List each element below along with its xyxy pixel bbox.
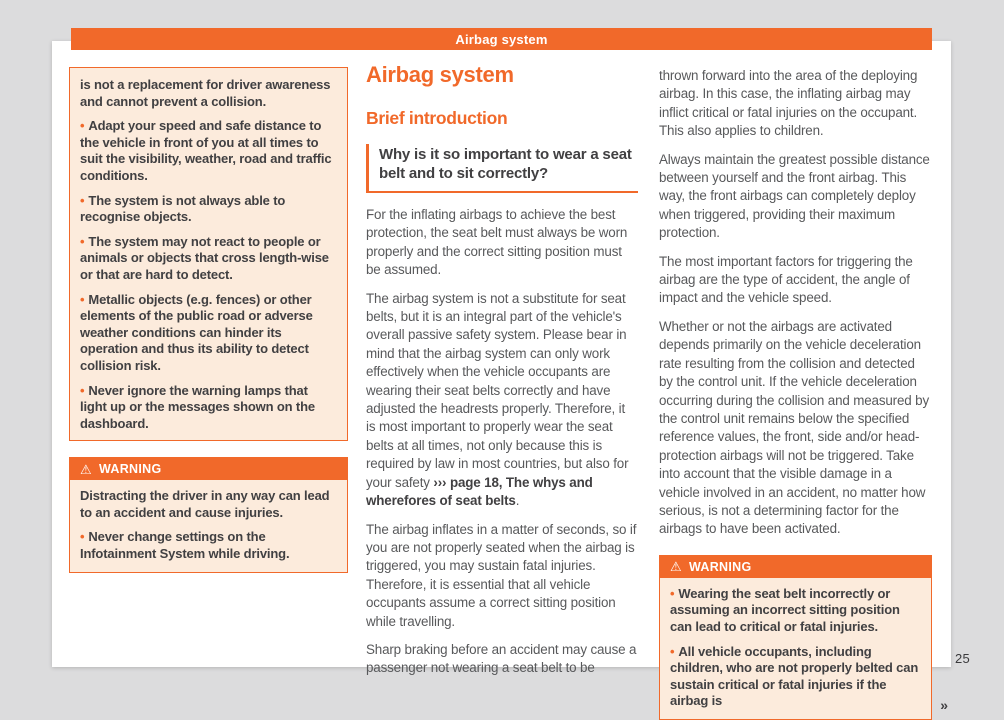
body-paragraph: thrown forward into the area of the deploying airbag. In this case, the inflating airbag may inflict critical or fatal injuries on the occupant. This also applies to children.	[659, 68, 918, 139]
body-paragraph: For the inflating airbags to achieve the best protection, the seat belt must always be worn properly and the correct sitting position must be assumed.	[366, 207, 628, 278]
body-paragraph: Whether or not the airbags are activated depends primarily on the vehicle deceleration rate resulting from the collision and detected by the control unit. If the vehicle deceleration occurring during the collision and measured by the control unit remains below the specified reference values, the front, side and/or head-protection airbags will not be triggered. Take into account that the visible damage in a vehicle involved in an accident, no matter how serious, is not a determining factor for the airbags to have been activated.	[659, 318, 929, 537]
info-box	[69, 67, 348, 441]
article-title: Airbag system	[366, 62, 514, 87]
page-header-title: Airbag system	[455, 31, 548, 47]
subsection-heading: Why is it so important to wear a seat belt and to sit correctly?	[366, 144, 638, 193]
info-box-intro: is not a replacement for driver awareness and cannot prevent a collision.	[80, 77, 331, 109]
bullet-icon: •	[80, 192, 85, 208]
bullet-icon: •	[80, 291, 85, 307]
warning-body	[70, 480, 347, 571]
info-box-bullet: • Never ignore the warning lamps that light up or the messages shown on the dashboard.	[80, 382, 315, 431]
manual-page	[52, 31, 951, 713]
bullet-icon: •	[80, 233, 85, 249]
warning-title: WARNING	[688, 559, 752, 574]
info-box-bullet: • The system is not always able to recognise objects.	[80, 192, 286, 225]
column-right	[659, 67, 948, 720]
warning-lead: Distracting the driver in any way can lead to an accident and cause injuries.	[80, 488, 330, 520]
body-paragraph: Sharp braking before an accident may cause a passenger not wearing a seat belt to be	[366, 641, 637, 676]
info-box-bullet: • The system may not react to people or animals or objects that cross length-wise or that are hard to detect.	[80, 233, 329, 282]
warning-bullet: • Never change settings on the Infotainment System while driving.	[80, 529, 290, 562]
body-paragraph: The airbag system is not a substitute for seat belts, but it is an integral part of the vehicle's overall passive safety system. Please bear in mind that the airbag system can only work effectively when the vehicle occupants are wearing their seat belts correctly and have adjusted the headrests properly. Therefore, it is most important to properly wear the seat belts at all times, not only because this is required by law in most countries, but also for your safety ››› page 18, The whys and wherefores of seat belts.	[366, 290, 629, 509]
warning-box-right	[659, 555, 948, 720]
body-paragraph: Always maintain the greatest possible distance between yourself and the front airbag. This way, the front airbags can completely deploy when triggered, providing their maximum protection.	[659, 151, 930, 241]
info-box-bullet: • Metallic objects (e.g. fences) or other elements of the public road or adverse weather conditions can hinder its operation and thus its ability to detect collision risk.	[80, 291, 313, 373]
bullet-icon: •	[670, 643, 675, 659]
warning-triangle-icon: ⚠	[80, 461, 92, 477]
warning-header	[70, 458, 347, 480]
info-box-bullet: • Adapt your speed and safe distance to the vehicle in front of you at all times to suit the visibility, weather, road and traffic conditions.	[80, 118, 332, 183]
bullet-icon: •	[80, 382, 85, 398]
body-paragraph: The most important factors for triggering the airbag are the type of accident, the angle of impact and the vehicle speed.	[659, 253, 913, 306]
cross-ref-arrows-icon: ›››	[433, 474, 447, 490]
warning-title: WARNING	[98, 462, 162, 477]
continuation-mark: »	[940, 696, 948, 713]
warning-bullet: • Wearing the seat belt incorrectly or assuming an incorrect sitting position can lead to critical or fatal injuries.	[670, 585, 900, 634]
chapter-subtitle: Brief introduction	[366, 108, 508, 128]
warning-bullet: • All vehicle occupants, including children, who are not properly belted can sustain critical or fatal injuries if the airbag is	[670, 643, 919, 709]
warning-triangle-icon: ⚠	[670, 559, 682, 575]
warning-body	[660, 578, 931, 719]
warning-header	[660, 556, 931, 578]
page-number: 25	[955, 651, 971, 666]
bullet-icon: •	[80, 529, 85, 545]
warning-box-left	[69, 457, 348, 572]
bullet-icon: •	[80, 118, 85, 134]
column-left	[69, 67, 348, 573]
column-middle	[366, 63, 638, 688]
cross-reference-link[interactable]: ››› page 18, The whys and wherefores of seat belts	[366, 474, 593, 509]
page-header-banner	[71, 28, 932, 50]
bullet-icon: •	[670, 585, 675, 601]
body-paragraph: The airbag inflates in a matter of seconds, so if you are not properly seated when the airbag is triggered, you may sustain fatal injuries. Therefore, it is essential that all vehicle occupants assume a correct sitting position while travelling.	[366, 521, 637, 629]
